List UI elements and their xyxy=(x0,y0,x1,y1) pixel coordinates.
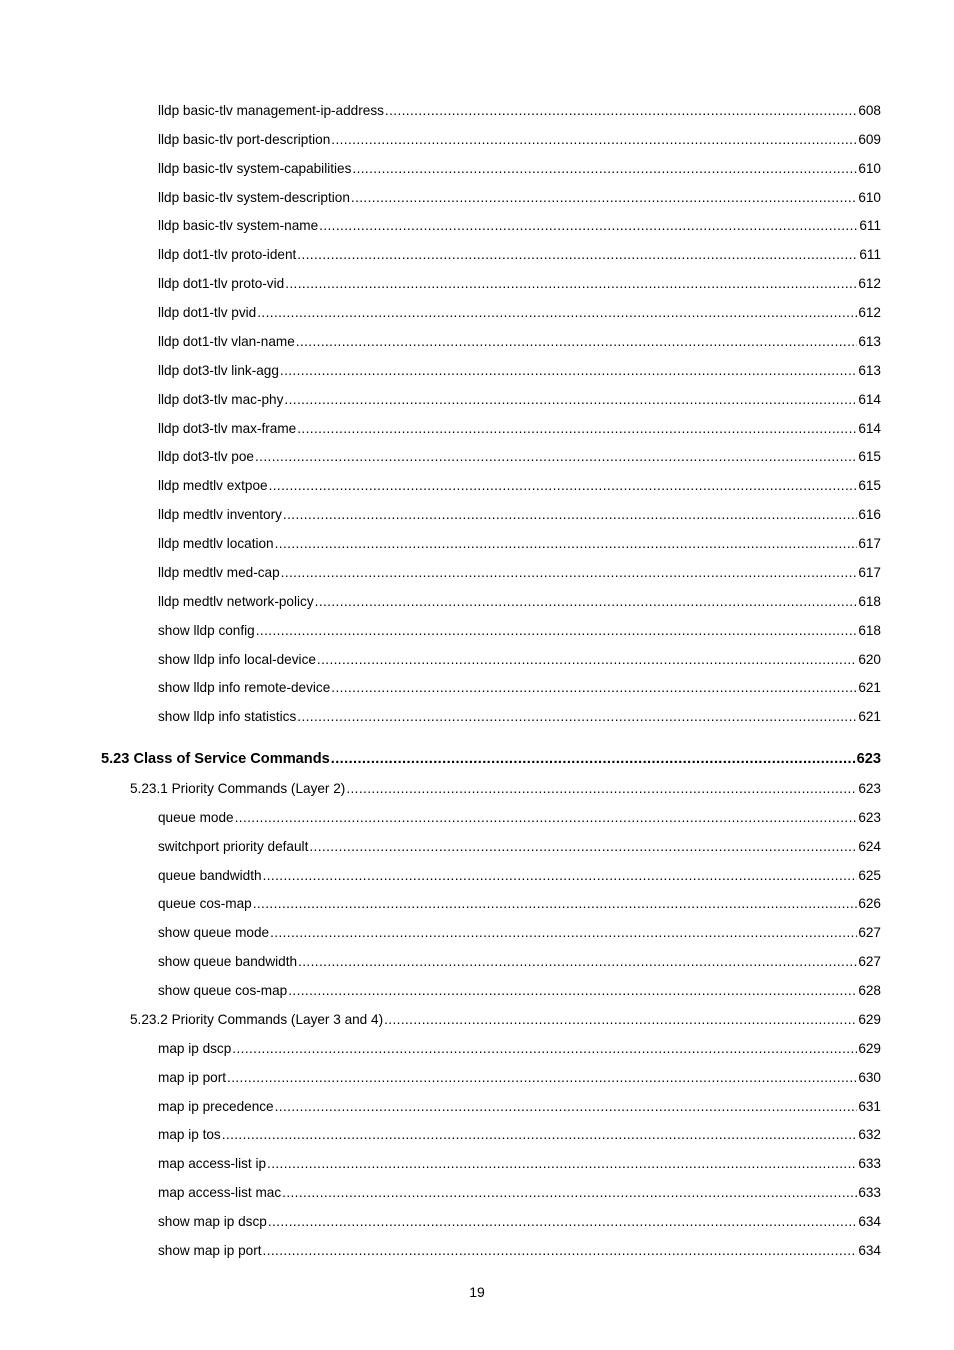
dot-leader xyxy=(297,708,857,726)
toc-entry-page: 614 xyxy=(858,420,881,436)
dot-leader xyxy=(319,217,858,235)
toc-entry-page: 623 xyxy=(856,751,881,768)
dot-leader xyxy=(268,1213,858,1231)
toc-entry-title: show queue cos-map xyxy=(158,983,288,999)
toc-entry-title: lldp dot1-tlv vlan-name xyxy=(158,333,295,349)
toc-entry-page: 612 xyxy=(858,305,881,321)
toc-entry[interactable] xyxy=(158,131,881,149)
dot-leader xyxy=(385,102,857,120)
toc-entry-title: show lldp info local-device xyxy=(158,651,316,667)
toc-entry[interactable] xyxy=(158,564,881,582)
dot-leader xyxy=(275,535,858,553)
toc-entry-page: 613 xyxy=(858,333,881,349)
dot-leader xyxy=(297,420,857,438)
toc-entry-title: show map ip dscp xyxy=(158,1214,267,1230)
toc-entry-title: show map ip port xyxy=(158,1242,262,1258)
toc-entry[interactable] xyxy=(158,838,881,856)
toc-entry[interactable] xyxy=(158,391,881,409)
toc-entry-title: lldp basic-tlv system-name xyxy=(158,218,319,234)
toc-entry[interactable] xyxy=(158,622,881,640)
toc-entry-title: show lldp info remote-device xyxy=(158,680,331,696)
toc-entry-title: queue mode xyxy=(158,809,234,825)
toc-entry-page: 634 xyxy=(858,1242,881,1258)
toc-entry-page: 618 xyxy=(858,622,881,638)
toc-section-entry[interactable] xyxy=(101,750,881,768)
toc-entry-page: 617 xyxy=(858,536,881,552)
toc-subsection-entry[interactable] xyxy=(130,1011,881,1029)
toc-entry-page: 628 xyxy=(858,983,881,999)
dot-leader xyxy=(227,1069,857,1087)
toc-entry-page: 611 xyxy=(859,218,881,234)
toc-entry-page: 614 xyxy=(858,391,881,407)
toc-entry-page: 615 xyxy=(858,478,881,494)
toc-entry-page: 618 xyxy=(858,593,881,609)
toc-entry-page: 611 xyxy=(859,247,881,263)
toc-entry-page: 623 xyxy=(858,809,881,825)
toc-entry-title: lldp dot1-tlv pvid xyxy=(158,305,257,321)
dot-leader xyxy=(281,564,858,582)
toc-entry-page: 613 xyxy=(858,362,881,378)
toc-entry-title: map ip dscp xyxy=(158,1040,232,1056)
toc-entry-title: switchport priority default xyxy=(158,838,309,854)
dot-leader xyxy=(352,160,857,178)
dot-leader xyxy=(351,189,857,207)
toc-entry-title: lldp basic-tlv system-capabilities xyxy=(158,160,352,176)
toc-entry[interactable] xyxy=(158,708,881,726)
toc-entry-title: map ip precedence xyxy=(158,1098,274,1114)
toc-entry-page: 615 xyxy=(858,449,881,465)
toc-entry-title: 5.23 Class of Service Commands xyxy=(101,751,330,768)
toc-entry[interactable] xyxy=(158,275,881,293)
dot-leader xyxy=(297,246,858,264)
toc-entry[interactable] xyxy=(158,477,881,495)
toc-entry-title: lldp basic-tlv management-ip-address xyxy=(158,103,384,118)
toc-entry-title: 5.23.2 Priority Commands (Layer 3 and 4) xyxy=(130,1011,384,1027)
toc-entry-title: lldp medtlv med-cap xyxy=(158,564,280,580)
toc-entry-page: 633 xyxy=(858,1185,881,1201)
dot-leader xyxy=(331,679,857,697)
toc-entry-title: queue bandwidth xyxy=(158,867,262,883)
toc-entry-page: 608 xyxy=(858,103,881,118)
dot-leader xyxy=(222,1126,858,1144)
toc-entry-page: 610 xyxy=(858,189,881,205)
toc-entry[interactable] xyxy=(158,304,881,322)
toc-entry-title: lldp dot3-tlv poe xyxy=(158,449,254,465)
toc-entry[interactable] xyxy=(158,362,881,380)
dot-leader xyxy=(275,1098,858,1116)
toc-entry-title: map ip port xyxy=(158,1069,227,1085)
toc-subsection-entry[interactable] xyxy=(130,780,881,798)
toc-entry[interactable] xyxy=(158,506,881,524)
toc-entry-page: 609 xyxy=(858,131,881,147)
toc-entry[interactable] xyxy=(158,1098,881,1116)
toc-entry[interactable] xyxy=(158,217,881,235)
toc-entry-page: 627 xyxy=(858,925,881,941)
dot-leader xyxy=(232,1040,857,1058)
toc-entry-title: map ip tos xyxy=(158,1127,221,1143)
toc-entry-page: 610 xyxy=(858,160,881,176)
toc-entry[interactable] xyxy=(158,102,881,120)
toc-entry-title: lldp dot1-tlv proto-ident xyxy=(158,247,297,263)
toc-entry[interactable] xyxy=(158,1069,881,1087)
dot-leader xyxy=(331,750,856,768)
toc-entry[interactable] xyxy=(158,953,881,971)
dot-leader xyxy=(285,275,857,293)
toc-entry[interactable] xyxy=(158,189,881,207)
toc-entry-page: 630 xyxy=(858,1069,881,1085)
dot-leader xyxy=(283,506,857,524)
toc-entry[interactable] xyxy=(158,535,881,553)
toc-entry[interactable] xyxy=(158,1242,881,1260)
toc-entry[interactable] xyxy=(158,924,881,942)
toc-entry-page: 612 xyxy=(858,276,881,292)
dot-leader xyxy=(256,622,858,640)
toc-entry[interactable] xyxy=(158,246,881,264)
toc-entry[interactable] xyxy=(158,1155,881,1173)
dot-leader xyxy=(257,304,857,322)
toc-entry-page: 617 xyxy=(858,564,881,580)
dot-leader xyxy=(284,391,857,409)
toc-entry-page: 626 xyxy=(858,896,881,912)
dot-leader xyxy=(267,1155,857,1173)
toc-entry-title: 5.23.1 Priority Commands (Layer 2) xyxy=(130,781,346,796)
toc-entry[interactable] xyxy=(158,420,881,438)
toc-entry-page: 631 xyxy=(858,1098,881,1114)
dot-leader xyxy=(235,809,858,827)
toc-entry-title: show queue mode xyxy=(158,925,270,941)
dot-leader xyxy=(331,131,857,149)
toc-entry-page: 621 xyxy=(858,680,881,696)
dot-leader xyxy=(298,953,857,971)
toc-entry-page: 632 xyxy=(858,1127,881,1143)
toc-entry-page: 624 xyxy=(858,838,881,854)
dot-leader xyxy=(288,982,857,1000)
toc-entry-page: 634 xyxy=(858,1214,881,1230)
dot-leader xyxy=(255,448,857,466)
toc-entry[interactable] xyxy=(158,651,881,669)
toc-entry-title: lldp dot3-tlv link-agg xyxy=(158,362,279,378)
toc-entry[interactable] xyxy=(158,895,881,913)
dot-leader xyxy=(263,867,858,885)
toc-entry-page: 625 xyxy=(858,867,881,883)
toc-entry-title: map access-list mac xyxy=(158,1185,282,1201)
dot-leader xyxy=(296,333,858,351)
toc-entry-title: lldp medtlv extpoe xyxy=(158,478,268,494)
toc-entry-page: 616 xyxy=(858,507,881,523)
toc-entry[interactable] xyxy=(158,1126,881,1144)
dot-leader xyxy=(253,895,858,913)
toc-entry-title: lldp dot3-tlv mac-phy xyxy=(158,391,284,407)
toc-entry-page: 629 xyxy=(858,1040,881,1056)
toc-entry[interactable] xyxy=(158,593,881,611)
dot-leader xyxy=(282,1184,857,1202)
toc-entry-title: lldp basic-tlv port-description xyxy=(158,131,331,147)
toc-entry-title: lldp basic-tlv system-description xyxy=(158,189,350,205)
toc-entry[interactable] xyxy=(158,448,881,466)
dot-leader xyxy=(280,362,857,380)
dot-leader xyxy=(317,651,857,669)
toc-entry[interactable] xyxy=(158,809,881,827)
toc-entry-title: map access-list ip xyxy=(158,1156,267,1172)
dot-leader xyxy=(263,1242,858,1260)
dot-leader xyxy=(346,780,857,798)
toc-entry-title: lldp medtlv location xyxy=(158,536,274,552)
toc-entry[interactable] xyxy=(158,982,881,1000)
toc-entry-title: lldp medtlv inventory xyxy=(158,507,282,523)
toc-entry-page: 620 xyxy=(858,651,881,667)
toc-entry-title: queue cos-map xyxy=(158,896,252,912)
toc-entry-title: show queue bandwidth xyxy=(158,954,298,970)
toc-entry[interactable] xyxy=(158,1040,881,1058)
toc-entry[interactable] xyxy=(158,1184,881,1202)
dot-leader xyxy=(384,1011,857,1029)
toc-entry-page: 633 xyxy=(858,1156,881,1172)
toc-entry[interactable] xyxy=(158,1213,881,1231)
dot-leader xyxy=(315,593,858,611)
toc-entry-title: lldp dot1-tlv proto-vid xyxy=(158,276,285,292)
toc-entry-page: 629 xyxy=(858,1011,881,1027)
toc-entry[interactable] xyxy=(158,679,881,697)
toc-entry[interactable] xyxy=(158,160,881,178)
toc-entry[interactable] xyxy=(158,867,881,885)
toc-entry-title: show lldp config xyxy=(158,622,255,638)
dot-leader xyxy=(270,924,857,942)
toc-entry-title: lldp dot3-tlv max-frame xyxy=(158,420,297,436)
toc-entry-page: 623 xyxy=(858,781,881,796)
dot-leader xyxy=(309,838,857,856)
toc-entry-page: 627 xyxy=(858,954,881,970)
toc-entry-page: 621 xyxy=(858,709,881,725)
toc-entry[interactable] xyxy=(158,333,881,351)
page-number: 19 xyxy=(469,1284,485,1300)
toc-entry-title: show lldp info statistics xyxy=(158,709,297,725)
toc-entry-title: lldp medtlv network-policy xyxy=(158,593,314,609)
dot-leader xyxy=(269,477,858,495)
